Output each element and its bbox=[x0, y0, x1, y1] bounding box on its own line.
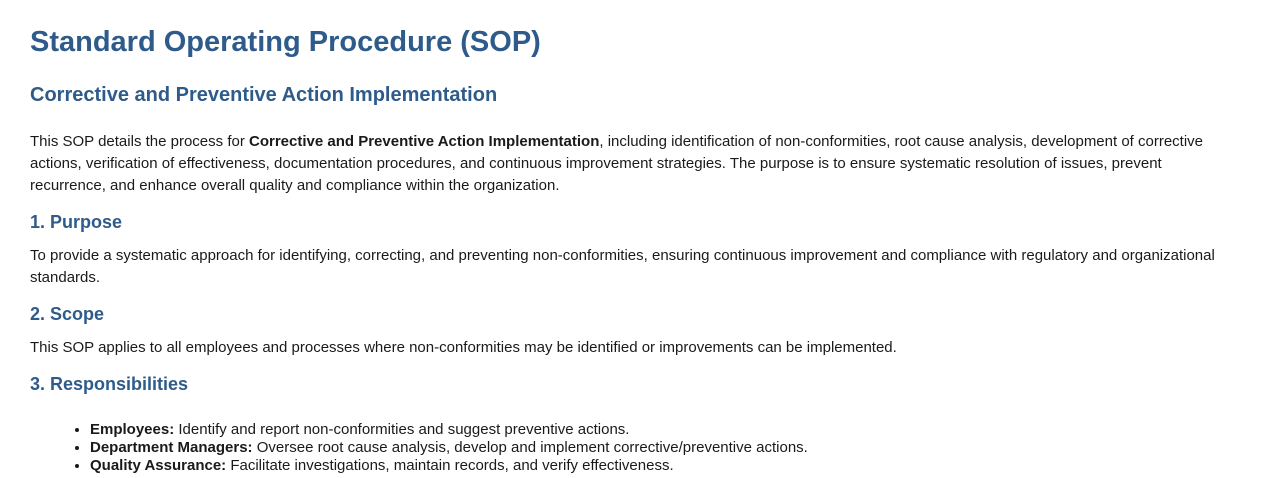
intro-paragraph bbox=[30, 131, 1233, 197]
list-item-label: Department Managers: bbox=[90, 439, 253, 456]
scope-body: This SOP applies to all employees and processes where non-conformities may be identified or improvements can be implemented. bbox=[30, 339, 897, 356]
list-item bbox=[90, 439, 1233, 456]
intro-text-before: This SOP details the process for bbox=[30, 133, 249, 150]
list-item bbox=[90, 457, 1233, 474]
list-item-text: Facilitate investigations, maintain records, and verify effectiveness. bbox=[230, 457, 674, 474]
page-title: Standard Operating Procedure (SOP) bbox=[30, 26, 541, 58]
purpose-body: To provide a systematic approach for identifying, correcting, and preventing non-conformities, ensuring continuous improvement and compliance with regulatory and organizational standards. bbox=[30, 247, 1215, 286]
section-heading-scope: 2. Scope bbox=[30, 304, 105, 324]
intro-bold-term: Corrective and Preventive Action Implementation bbox=[249, 133, 600, 150]
list-item-text: Identify and report non-conformities and suggest preventive actions. bbox=[178, 421, 630, 438]
intro-text-after: , including identification of non-conformities, root cause analysis, development of corrective actions, verification of effectiveness, documentation procedures, and continuous improvement strategies. The purpose is to ensure systematic resolution of issues, prevent recurrence, and enhance overall quality and compliance within the organization. bbox=[30, 133, 1204, 194]
responsibilities-list bbox=[30, 421, 1233, 474]
list-item-label: Quality Assurance: bbox=[90, 457, 227, 474]
list-item bbox=[90, 421, 1233, 438]
section-heading-responsibilities: 3. Responsibilities bbox=[30, 374, 189, 394]
section-heading-purpose: 1. Purpose bbox=[30, 212, 123, 232]
list-item-label: Employees: bbox=[90, 421, 175, 438]
document-subtitle: Corrective and Preventive Action Implementation bbox=[30, 84, 498, 106]
list-item-text: Oversee root cause analysis, develop and implement corrective/preventive actions. bbox=[256, 439, 808, 456]
